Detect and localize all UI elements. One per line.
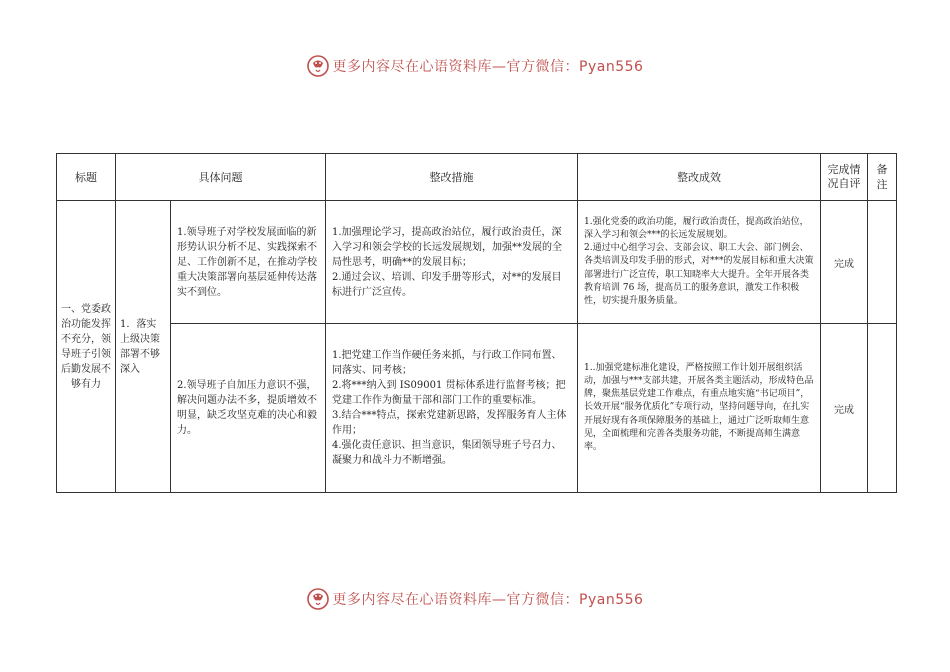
header-title: 标题: [57, 154, 116, 201]
header-results: 整改成效: [578, 154, 821, 201]
problem-cell: [171, 324, 326, 493]
self-eval-cell: [821, 201, 868, 324]
measure-item: 1.把党建工作当作硬任务来抓，与行政工作同布置、同落实、同考核；: [332, 350, 562, 376]
self-eval-cell: [821, 324, 868, 493]
subcategory-cell: [116, 201, 171, 493]
result-item: 2.通过中心组学习会、支部会议、职工大会、部门例会、各类培训及印发手册的形式，对***的发展目标和重大决策部署进行广泛宣传，职工知晓率大大提升。全年开展各类教育培训 76 场，提高员工的服务意识，激发工作积极性，切实提升服务质量。: [584, 243, 814, 306]
watermark-top: [0, 54, 950, 78]
measure-item: 2.将***纳入到 IS09001 贯标体系进行监督考核；把党建工作作为衡量干部和部门工作的重要标准。: [332, 380, 566, 406]
result-item: 1..加强党建标准化建设，严格按照工作计划开展组织活动，加强与***支部共建，开展各类主题活动，形成特色品牌，聚焦基层党建工作难点，有重点地实施“书记项目”，长效开展“服务优质化”专项行动，坚持问题导向，在扎实开展好现有各项保障服务的基础上，通过广泛听取师生意见，全面梳理和完善各类服务功能，不断提高师生满意率。: [584, 363, 814, 452]
table-row: [57, 201, 897, 324]
watermark-text: 更多内容尽在心语资料库—官方微信：Pyan556: [332, 592, 644, 608]
wechat-logo-icon: [307, 55, 329, 77]
remark-cell: [868, 324, 897, 493]
header-self-eval-text: 完成情况自评: [827, 162, 861, 190]
measure-item: 3.结合***特点，探索党建新思路，发挥服务育人主体作用；: [332, 410, 567, 436]
category-text: 一、党委政治功能发挥不充分，领导班子引领后勤发展不够有力: [61, 303, 111, 390]
header-remark: [868, 154, 897, 201]
problem-text: 1.领导班子对学校发展面临的新形势认识分析不足、实践探索不足、工作创新不足，在推动学校重大决策部署向基层延伸传达落实不到位。: [177, 226, 317, 298]
problem-cell: [171, 201, 326, 324]
header-measures: 整改措施: [326, 154, 578, 201]
wechat-logo-icon: [307, 588, 329, 610]
results-cell: [578, 201, 821, 324]
header-row: [57, 154, 897, 201]
watermark-bottom: [0, 587, 950, 611]
measures-cell: [326, 324, 578, 493]
remark-cell: [868, 201, 897, 324]
header-remark-text: 备注: [876, 162, 888, 191]
watermark-text: 更多内容尽在心语资料库—官方微信：Pyan556: [332, 59, 644, 75]
problem-text: 2.领导班子自加压力意识不强，解决问题办法不多，提质增效不明显，缺乏攻坚克难的决心和毅力。: [177, 380, 317, 436]
header-self-eval: [821, 154, 868, 201]
result-item: 1.强化党委的政治功能，履行政治责任，提高政治站位，深入学习和领会***的长远发展规划。: [584, 217, 809, 241]
measure-item: 4.强化责任意识、担当意识，集团领导班子号召力、凝聚力和战斗力不断增强。: [332, 440, 562, 466]
self-eval-text: 完成: [834, 258, 854, 270]
table-row: [57, 324, 897, 493]
measure-item: 1.加强理论学习，提高政治站位，履行政治责任，深入学习和领会学校的长远发展规划，加强**发展的全局性思考，明确**的发展目标；: [332, 226, 562, 268]
results-cell: [578, 324, 821, 493]
measure-item: 2.通过会议、培训、印发手册等形式，对**的发展目标进行广泛宣传。: [332, 271, 562, 298]
self-eval-text: 完成: [834, 404, 854, 416]
rectification-table: [56, 153, 897, 493]
measures-cell: [326, 201, 578, 324]
header-problem: 具体问题: [116, 154, 326, 201]
subcategory-text: 1．落实上级决策部署不够深入: [120, 318, 160, 375]
category-cell: [57, 201, 116, 493]
